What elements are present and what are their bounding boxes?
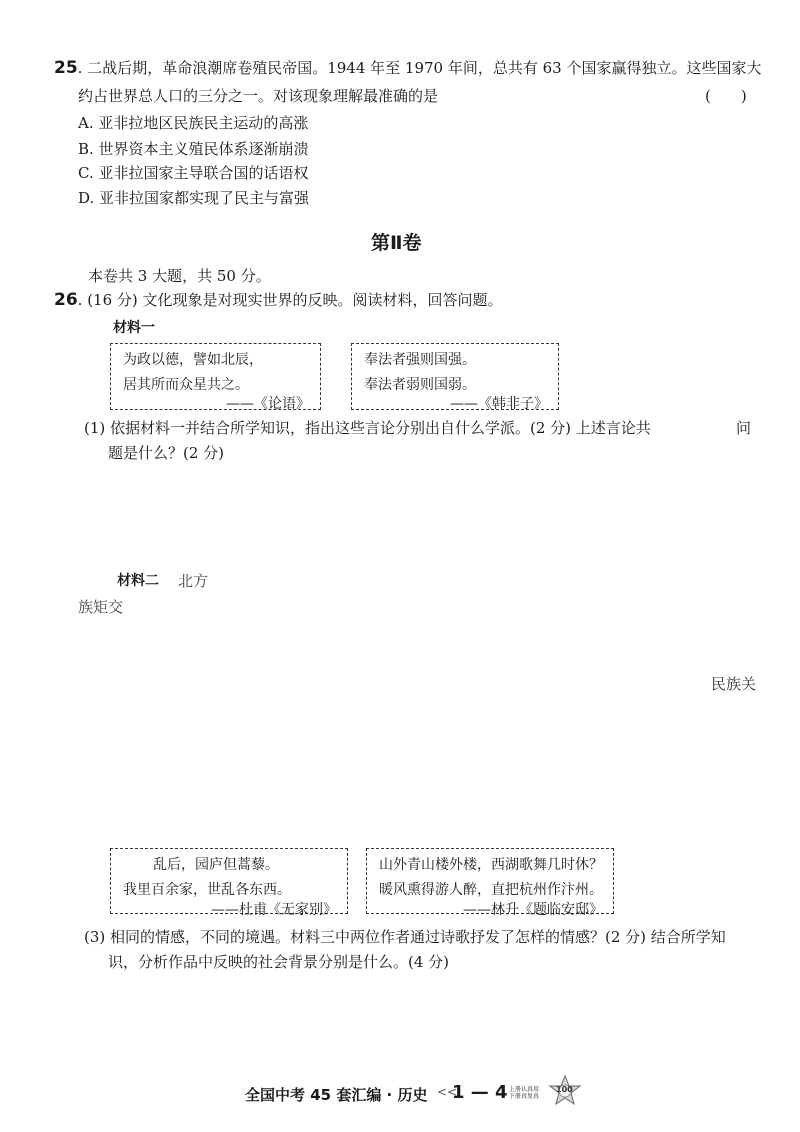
material2-fragment: 北方 (178, 572, 209, 590)
quote-line: 为政以德，譬如北辰， (123, 352, 263, 368)
quote-line: 奉法者强则国强。 (364, 352, 476, 368)
sub-question-1-line1: (1) 依据材料一并结合所学知识，指出这些言论分别出自什么学派。(2 分) 上述言论共 (84, 419, 651, 437)
quote-box-hanfeizi (351, 343, 559, 410)
material2-line2-fragment: 族矩交 (78, 598, 124, 616)
q25-number: 25 (54, 58, 78, 78)
star-logo-icon (548, 1074, 582, 1108)
quote-line: 暖风熏得游人醉，直把杭州作汴州。 (379, 882, 603, 898)
quote-box-lin-sheng (366, 848, 614, 918)
material1-label: 材料一 (113, 320, 155, 336)
q25-text-line1: . 二战后期，革命浪潮席卷殖民帝国。1944 年至 1970 年间，总共有 63 个国家赢得独立。这些国家大 (77, 59, 762, 77)
q25-option-d: D. 亚非拉国家都实现了民主与富强 (78, 189, 310, 207)
quote-line: 乱后，园庐但蒿藜。 (153, 857, 279, 873)
footer-arrows: << (437, 1085, 458, 1099)
quote-box-du-fu (110, 848, 348, 918)
section-title: 第Ⅱ卷 (371, 232, 422, 254)
quote-source: ——林升《题临安邸》 (463, 902, 603, 918)
quote-box-analects (110, 343, 321, 410)
quote-line: 山外青山楼外楼，西湖歌舞几时休？ (379, 857, 603, 873)
sub-question-3-line1: (3) 相同的情感，不同的境遇。材料三中两位作者通过诗歌抒发了怎样的情感？(2 分) 结合所学知 (84, 928, 726, 946)
footer-title: 全国中考 45 套汇编 · 历史 (245, 1086, 428, 1104)
logo-number: 100 (556, 1085, 573, 1094)
q26-number: 26 (54, 290, 78, 310)
material2-label: 材料二 (117, 573, 159, 589)
q26-line1 (54, 290, 503, 310)
logo-text-line2: 下册真复真 (509, 1093, 540, 1100)
q26-text-line1: . (16 分) 文化现象是对现实世界的反映。阅读材料，回答问题。 (77, 291, 503, 309)
quote-line: 奉法者弱则国弱。 (364, 377, 476, 393)
quote-line: 我里百余家，世乱各东西。 (123, 882, 291, 898)
quote-line: 居其所而众星共之。 (123, 377, 249, 393)
q25-text-line2: 约占世界总人口的三分之一。对该现象理解最准确的是 (78, 87, 439, 105)
logo-text-line1: 上册认真用 (509, 1086, 540, 1093)
right-text-fragment: 民族关 (710, 675, 756, 693)
q25-option-c: C. 亚非拉国家主导联合国的话语权 (78, 164, 309, 182)
quote-source: ——杜甫《无家别》 (211, 902, 337, 918)
q25-option-b: B. 世界资本主义殖民体系逐渐崩溃 (78, 140, 309, 158)
footer-logo-text (509, 1086, 539, 1100)
quote-source: ——《论语》 (226, 396, 310, 412)
section-intro: 本卷共 3 大题，共 50 分。 (88, 267, 271, 285)
sub-question-1-line2: 题是什么？(2 分) (108, 444, 225, 462)
answer-bracket[interactable]: ( ) (705, 87, 747, 105)
page-number: 1 — 4 (452, 1082, 508, 1103)
q25-line1 (54, 58, 762, 78)
sub-question-1-fragment: 问 (736, 419, 752, 437)
q25-option-a: A. 亚非拉地区民族民主运动的高涨 (78, 114, 309, 132)
sub-question-3-line2: 识，分析作品中反映的社会背景分别是什么。(4 分) (108, 953, 450, 971)
quote-source: ——《韩非子》 (450, 396, 548, 412)
